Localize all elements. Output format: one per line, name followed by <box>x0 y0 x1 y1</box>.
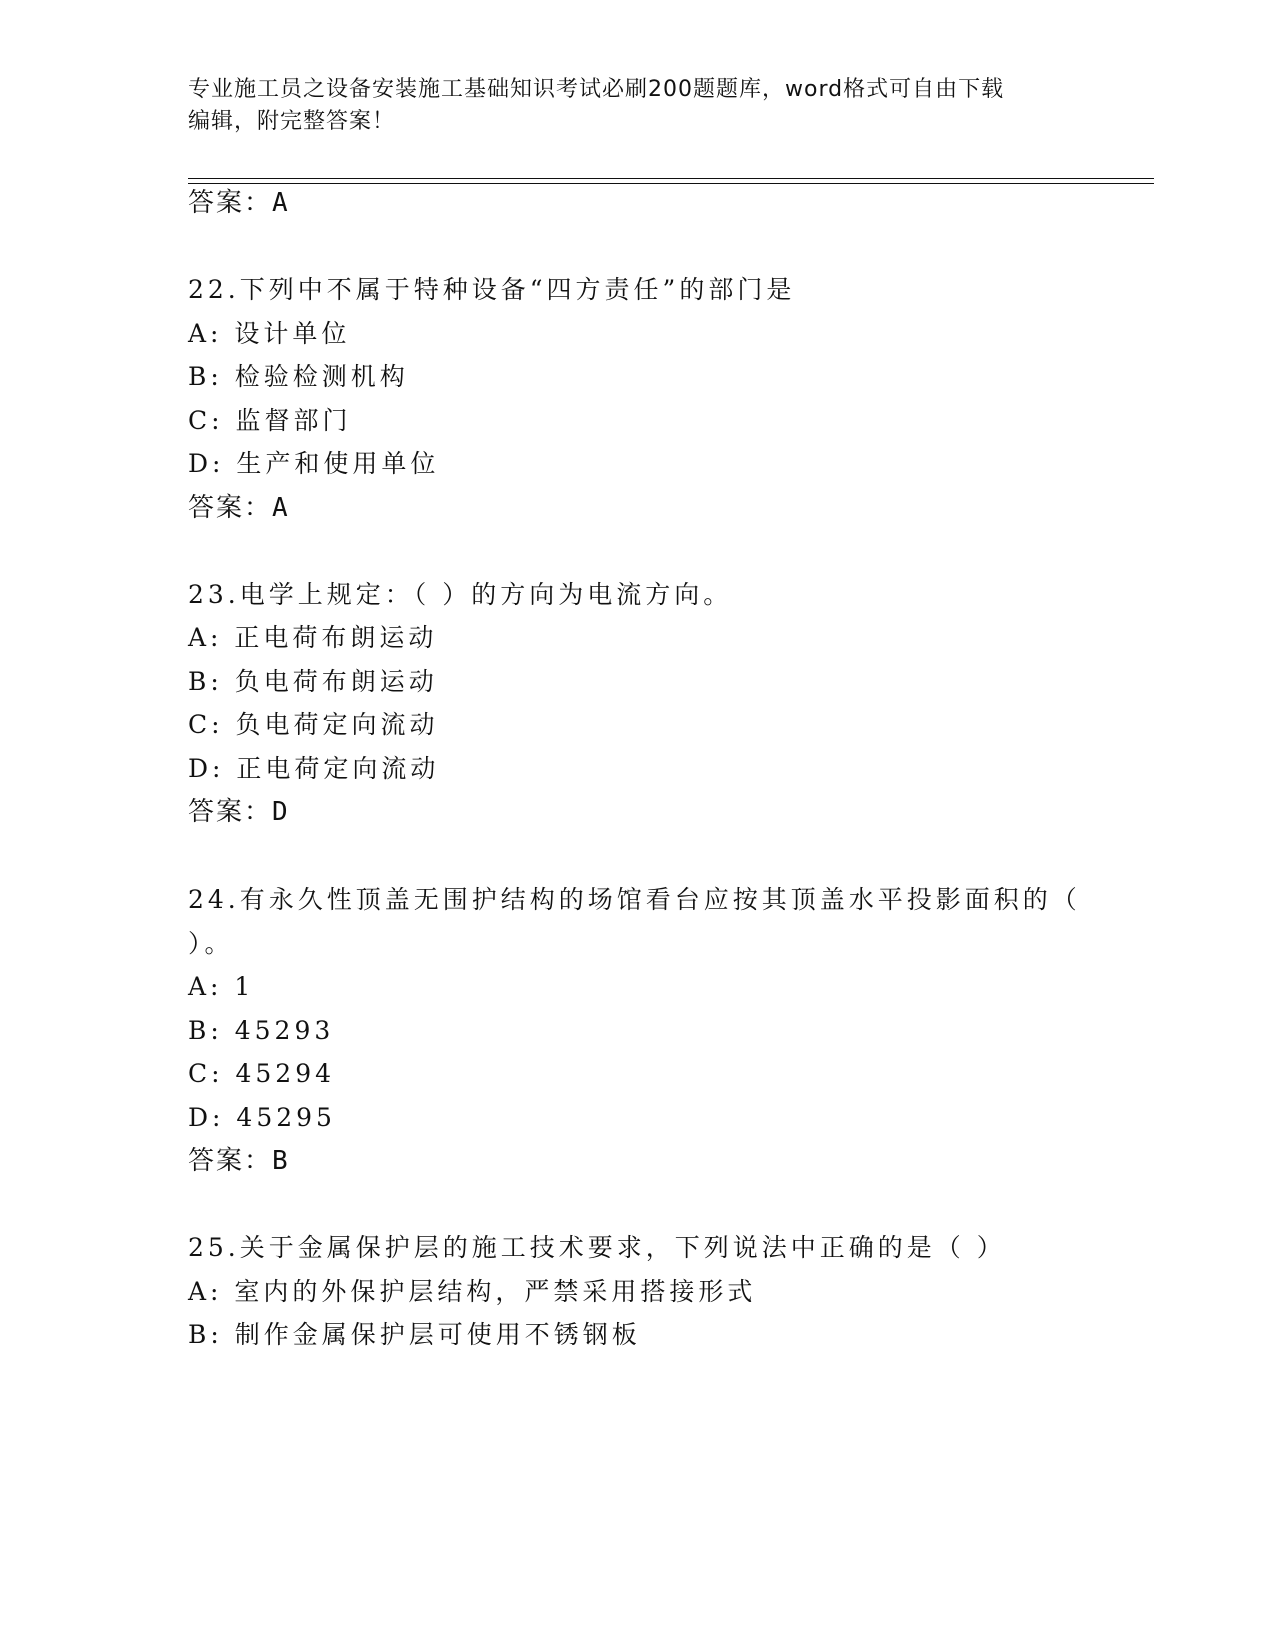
question-option: D: 正电荷定向流动 <box>188 754 440 783</box>
answer-label: 答案： <box>188 188 273 218</box>
answer-value: A <box>272 493 290 523</box>
question-option: C: 负电荷定向流动 <box>188 710 439 739</box>
answer-value: A <box>272 188 290 218</box>
answer-value: B <box>272 1146 290 1176</box>
question-option: A: 设计单位 <box>188 319 351 348</box>
answer-value: D <box>272 797 290 827</box>
question-option: B: 检验检测机构 <box>188 362 409 391</box>
document-header <box>188 74 1068 138</box>
question-option: C: 45294 <box>188 1059 336 1088</box>
question-option: B: 负电荷布朗运动 <box>188 667 438 696</box>
answer-label: 答案： <box>188 1146 273 1176</box>
answer-label: 答案： <box>188 493 273 523</box>
question-stem: 25.关于金属保护层的施工技术要求，下列说法中正确的是（ ） <box>188 1233 1006 1262</box>
question-option: D: 生产和使用单位 <box>188 449 440 478</box>
header-title-line2: 编辑，附完整答案！ <box>188 109 396 134</box>
question-option: B: 45293 <box>188 1016 335 1045</box>
question-stem-continued: ）。 <box>188 929 234 958</box>
answer-line <box>188 1146 290 1176</box>
question-option: C: 监督部门 <box>188 406 352 435</box>
question-stem: 24.有永久性顶盖无围护结构的场馆看台应按其顶盖水平投影面积的（ <box>188 885 1081 914</box>
question-stem: 23.电学上规定：（ ）的方向为电流方向。 <box>188 580 733 609</box>
question-stem: 22.下列中不属于特种设备“四方责任”的部门是 <box>188 275 796 304</box>
header-divider-top <box>188 178 1154 179</box>
question-option: A: 室内的外保护层结构，严禁采用搭接形式 <box>188 1277 757 1306</box>
answer-line <box>188 797 290 827</box>
question-option: A: 1 <box>188 972 255 1001</box>
header-divider-bottom <box>188 183 1154 184</box>
answer-label: 答案： <box>188 797 273 827</box>
question-option: A: 正电荷布朗运动 <box>188 623 438 652</box>
question-option: D: 45295 <box>188 1103 336 1132</box>
answer-line <box>188 188 290 218</box>
header-title-line1: 专业施工员之设备安装施工基础知识考试必刷200题题库，word格式可自由下载 <box>188 77 1005 102</box>
answer-line <box>188 493 290 523</box>
question-option: B: 制作金属保护层可使用不锈钢板 <box>188 1320 641 1349</box>
